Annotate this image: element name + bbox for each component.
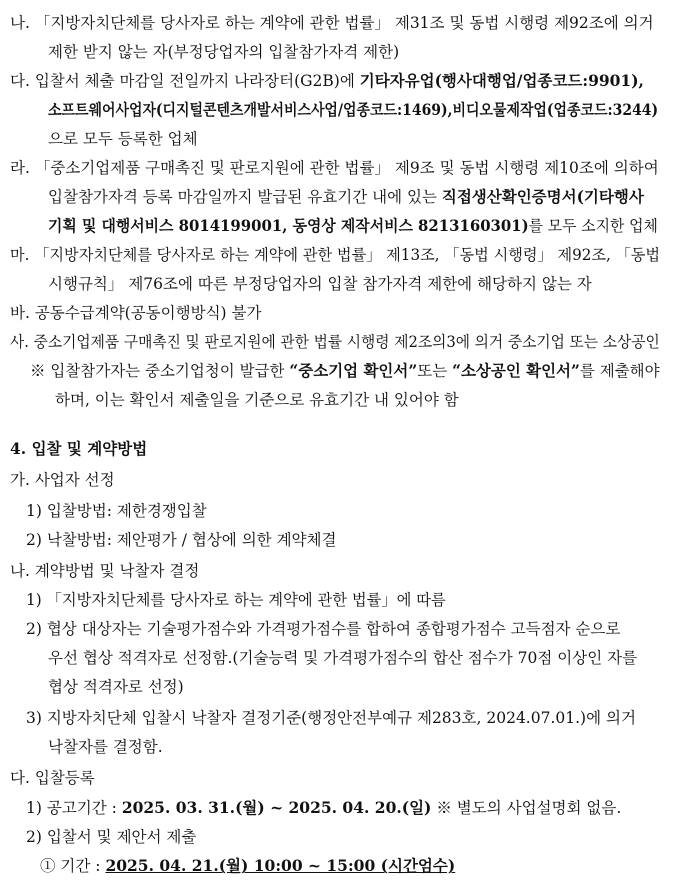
text-line	[48, 216, 658, 236]
text-line	[48, 648, 637, 668]
text-line	[48, 100, 658, 120]
text-line	[26, 708, 636, 728]
text-segment: 협상 적격자로 선정)	[48, 677, 184, 696]
text-line	[10, 303, 261, 323]
text-segment: 나. 「지방자치단체를 당사자로 하는 계약에 관한 법률」 제31조 및 동법 시행령 제92조에 의거	[10, 14, 654, 33]
text-segment: 가. 사업자 선정	[10, 471, 115, 490]
text-line	[26, 590, 446, 610]
text-line	[26, 619, 620, 639]
text-segment: 기획 및 대행서비스 8014199001, 동영상 제작서비스 8213160301)	[48, 215, 529, 235]
text-segment: 를 모두 소지한 업체	[528, 216, 658, 235]
text-line	[48, 677, 184, 697]
text-segment: 다. 입찰서 체출 마감일 전일까지 나라장터(G2B)에	[10, 72, 360, 91]
text-segment: 직접생산확인증명서(기타행사	[441, 187, 644, 206]
text-line	[10, 71, 644, 91]
text-segment: 소프트웨어사업자(디지털콘텐츠개발서비스사업/업종코드:1469),비디오물제작업(업종코드:3244)	[48, 100, 659, 120]
text-segment: 제한 받지 않는 자(부정당업자의 입찰참가자격 제한)	[48, 43, 400, 62]
text-line	[55, 390, 459, 410]
text-line	[26, 501, 207, 521]
text-segment: 2) 협상 대상자는 기술평가점수와 가격평가점수를 합하여 종합평가점수 고득점자 순으로	[26, 619, 621, 638]
text-segment: 시행규칙」 제76조에 따른 부정당업자의 입찰 참가자격 제한에 해당하지 않는 자	[48, 274, 592, 293]
text-line	[10, 13, 654, 33]
text-segment: 입찰참가자격 등록 마감일까지 발급된 유효기간 내에 있는	[48, 188, 442, 206]
text-segment: 를 제출해야	[579, 361, 660, 380]
text-line	[10, 561, 199, 581]
text-line	[48, 129, 198, 149]
text-segment: 1) 공고기간 :	[26, 799, 122, 818]
text-segment: 나. 계약방법 및 낙찰자 결정	[10, 562, 200, 580]
text-segment: 2) 낙찰방법: 제안평가 / 협상에 의한 계약체결	[26, 531, 337, 550]
text-segment: 하며, 이는 확인서 제출일을 기준으로 유효기간 내 있어야 함	[55, 390, 459, 409]
text-segment: 2025. 04. 21.(월) 10:00 ~ 15:00 (시간엄수)	[105, 856, 456, 876]
text-line	[26, 798, 621, 818]
text-segment: 기타자유업(행사대행업/업종코드:9901),	[359, 71, 644, 91]
text-segment: 1) 「지방자치단체를 당사자로 하는 계약에 관한 법률」에 따름	[26, 590, 446, 609]
text-line	[48, 42, 399, 62]
text-segment: “중소기업 확인서”	[289, 360, 418, 380]
text-segment: 라. 「중소기업제품 구매촉진 및 판로지원에 관한 법률」 제9조 및 동법 시행령 제10조에 의하여	[10, 159, 659, 177]
text-line	[30, 361, 660, 381]
text-line	[48, 274, 592, 294]
text-segment: 또는	[417, 361, 453, 380]
text-line	[10, 158, 659, 178]
text-segment: 마. 「지방자치단체를 당사자로 하는 계약에 관한 법률」 제13조, 「동법 시행령」 제92조, 「동법	[10, 245, 661, 264]
text-line	[10, 768, 95, 788]
text-segment: ※ 별도의 사업설명회 없음.	[431, 799, 622, 818]
text-segment: 사. 중소기업제품 구매촉진 및 판로지원에 관한 법률 시행령 제2조의3에 의거 중소기업 또는 소상공인	[10, 332, 660, 351]
text-line	[48, 737, 163, 757]
text-segment: “소상공인 확인서”	[452, 360, 580, 380]
text-segment: 3) 지방자치단체 입찰시 낙찰자 결정기준(행정안전부예규 제283호, 2024.07.01.)에 의거	[26, 708, 636, 727]
text-segment: 4. 입찰 및 계약방법	[10, 439, 148, 459]
text-segment: 2) 입찰서 및 제안서 제출	[26, 828, 197, 847]
text-segment: 으로 모두 등록한 업체	[48, 130, 198, 149]
text-segment: 2025. 03. 31.(월) ~ 2025. 04. 20.(일)	[121, 798, 432, 818]
text-segment: ※ 입찰참가자는 중소기업청이 발급한	[30, 361, 290, 380]
text-line	[26, 827, 196, 847]
text-line	[26, 530, 336, 550]
text-line	[10, 470, 115, 490]
text-line	[10, 332, 660, 352]
text-segment: 1) 입찰방법: 제한경쟁입찰	[26, 502, 207, 521]
text-line	[10, 245, 660, 265]
text-line	[40, 856, 455, 876]
text-segment: ① 기간 :	[40, 857, 106, 876]
text-line	[10, 439, 147, 459]
text-segment: 바. 공동수급계약(공동이행방식) 불가	[10, 303, 262, 322]
text-segment: 다. 입찰등록	[10, 768, 95, 787]
text-line	[48, 187, 644, 207]
text-segment: 우선 협상 적격자로 선정함.(기술능력 및 가격평가점수의 합산 점수가 70점 이상인 자를	[48, 648, 638, 667]
text-segment: 낙찰자를 결정함.	[48, 737, 163, 756]
